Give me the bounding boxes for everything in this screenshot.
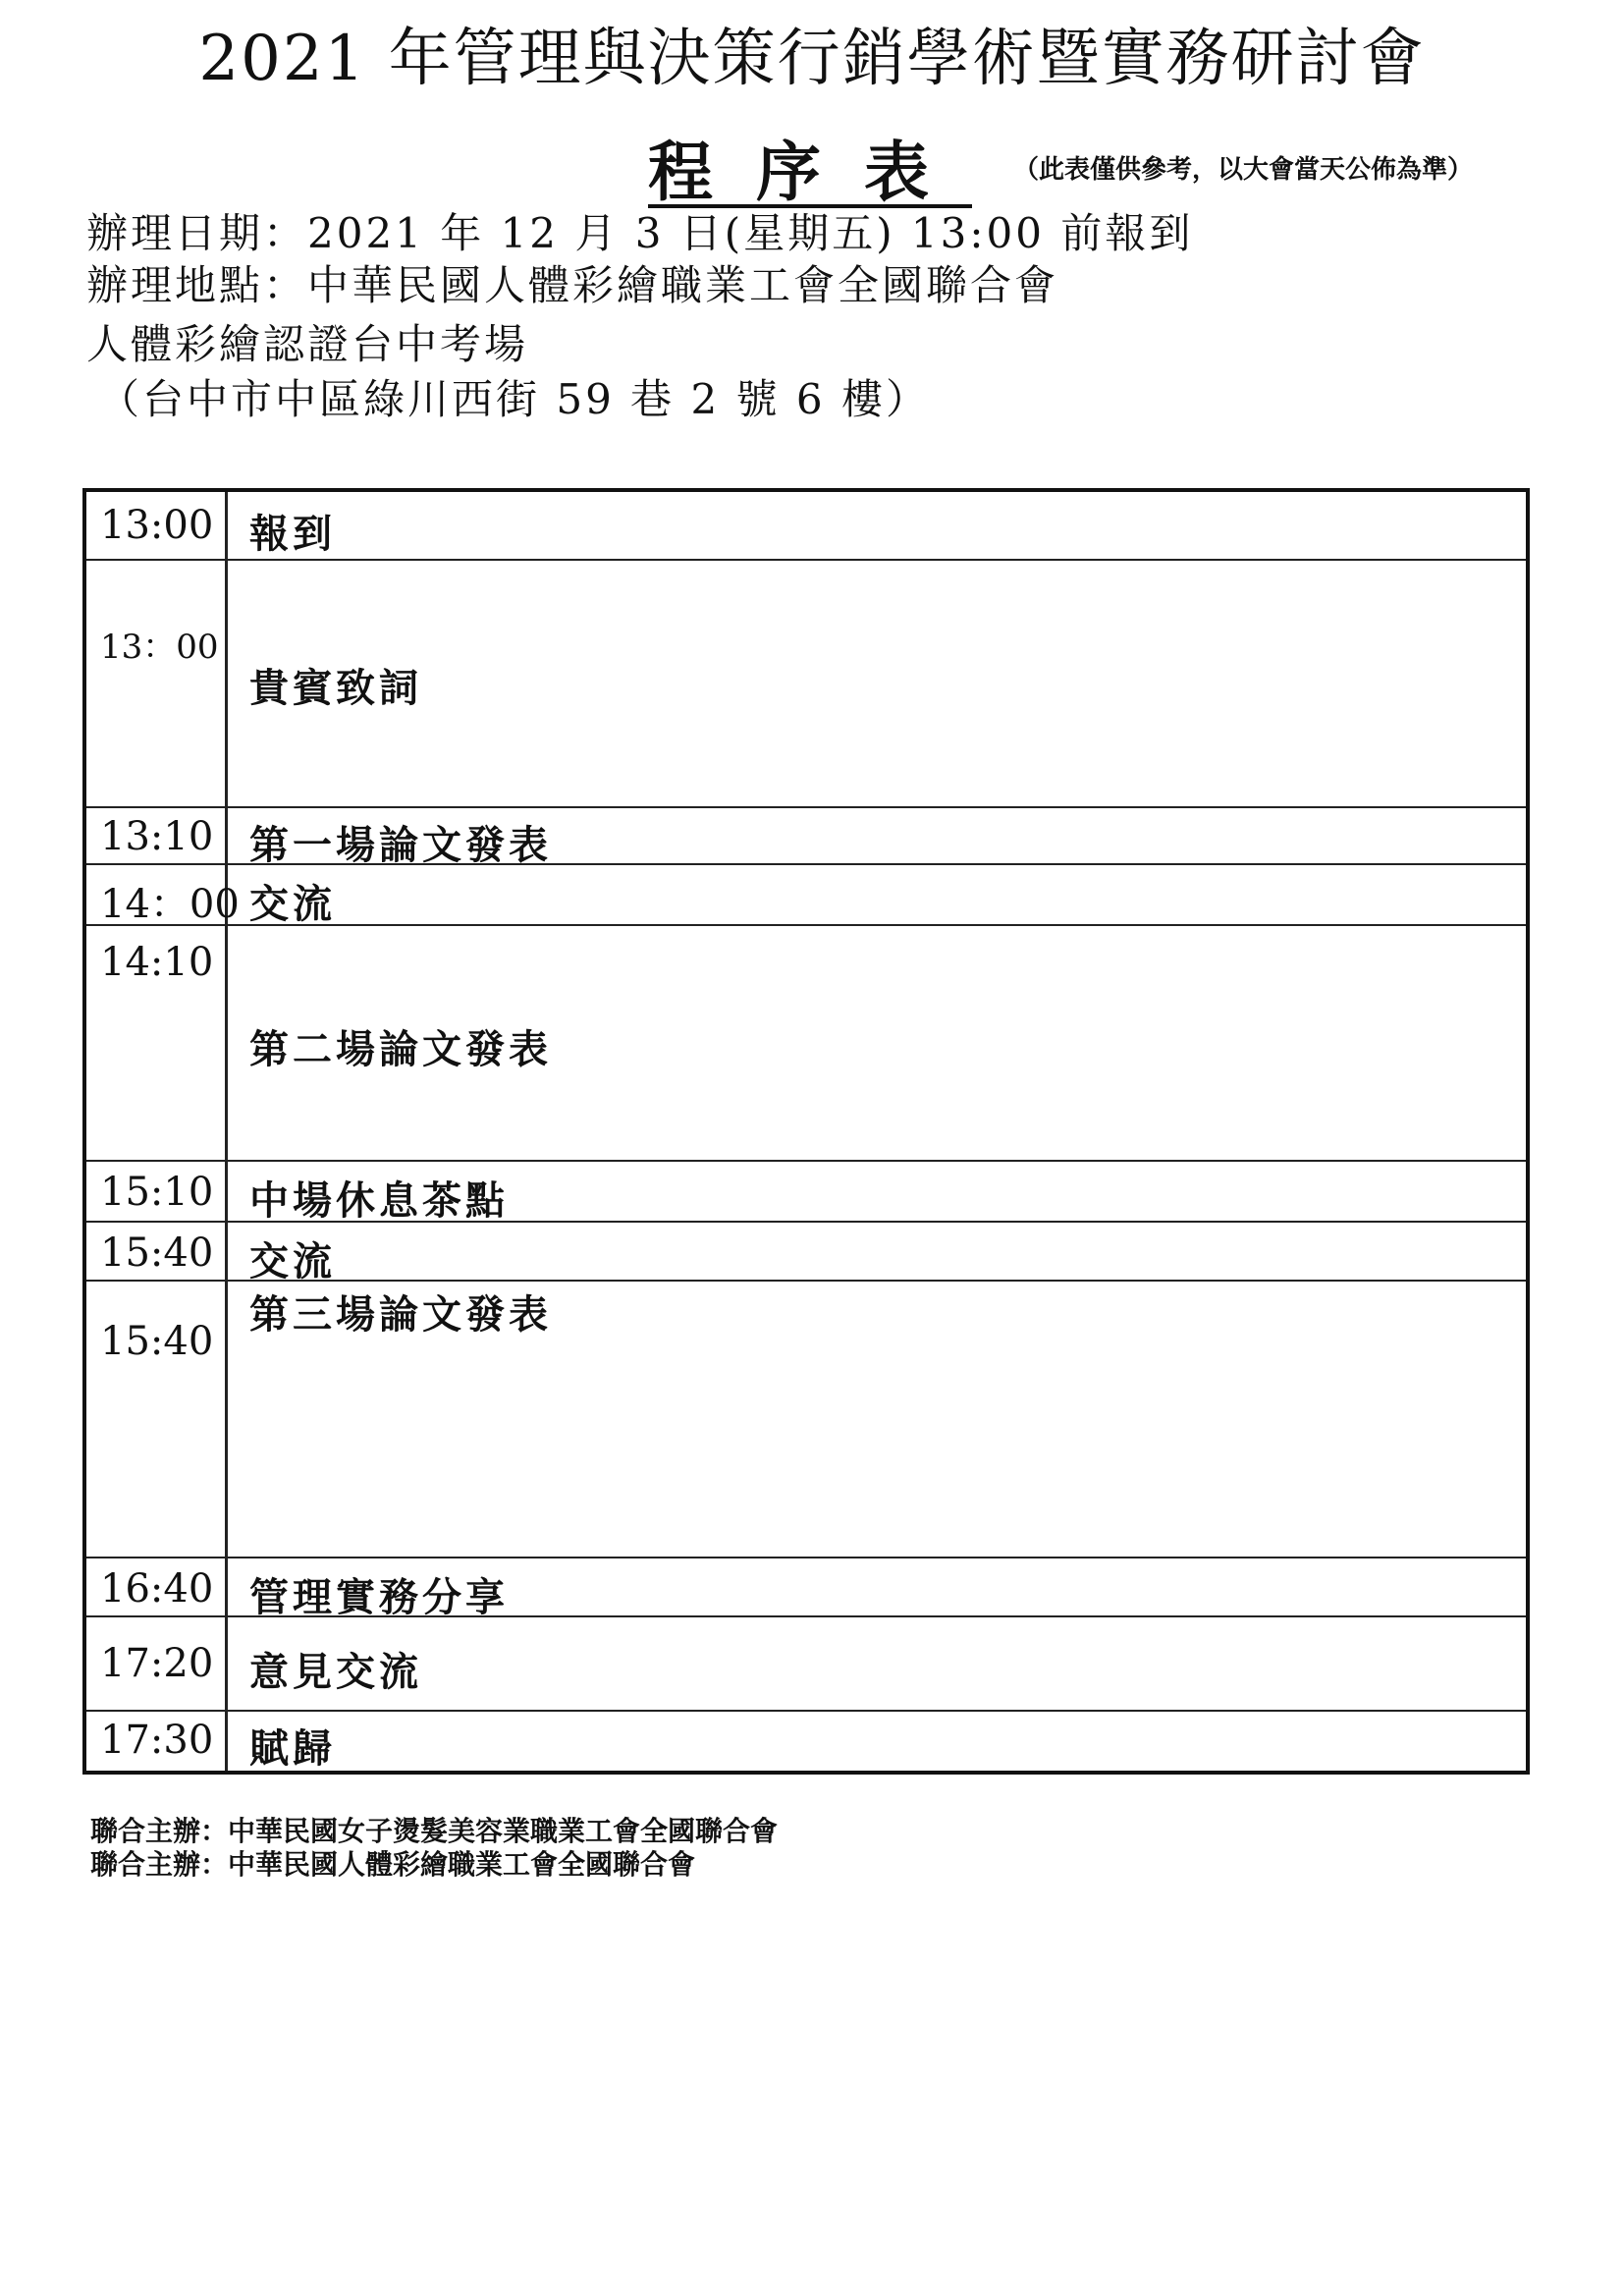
schedule-row [86, 1617, 1526, 1712]
event-value: 第一場論文發表 [249, 822, 552, 868]
time-cell [86, 492, 228, 559]
disclaimer-note: （此表僅供參考，以大會當天公佈為準） [1013, 155, 1474, 185]
event-value: 交流 [249, 881, 336, 927]
event-value: 中場休息茶點 [249, 1177, 509, 1224]
time-value: 13:00 [100, 503, 214, 548]
co-organizer-1: 聯合主辦：中華民國女子燙髮美容業職業工會全國聯合會 [90, 1815, 779, 1847]
event-value: 報到 [249, 511, 336, 557]
schedule-row [86, 865, 1526, 926]
time-cell [86, 926, 228, 1160]
schedule-heading: 程序表 [648, 134, 972, 210]
document-title: 2021 年管理與決策行銷學術暨實務研討會 [198, 23, 1426, 95]
time-cell [86, 1617, 228, 1710]
schedule-row [86, 1712, 1526, 1771]
event-date: 辦理日期：2021 年 12 月 3 日(星期五) 13:00 前報到 [86, 209, 1194, 257]
time-cell [86, 1162, 228, 1221]
schedule-row [86, 808, 1526, 868]
schedule-table [82, 488, 1530, 1775]
time-value: 14:10 [100, 940, 214, 985]
schedule-row [86, 1558, 1526, 1620]
co-organizer-2: 聯合主辦：中華民國人體彩繪職業工會全國聯合會 [90, 1848, 696, 1881]
time-cell [86, 1223, 228, 1280]
time-value: 13:10 [100, 814, 214, 859]
event-value: 交流 [249, 1238, 336, 1285]
schedule-row [86, 492, 1526, 561]
schedule-row [86, 1282, 1526, 1558]
event-value: 第三場論文發表 [249, 1291, 552, 1338]
event-value: 意見交流 [249, 1649, 422, 1695]
event-value: 管理實務分享 [249, 1574, 509, 1620]
time-cell [86, 1558, 228, 1615]
event-venue: 辦理地點：中華民國人體彩繪職業工會全國聯合會 [86, 261, 1059, 309]
time-value: 16:40 [100, 1566, 214, 1612]
time-cell [86, 1712, 228, 1771]
time-cell [86, 561, 228, 806]
time-cell [86, 865, 240, 927]
time-value: 15:10 [100, 1170, 214, 1215]
event-value: 貴賓致詞 [249, 665, 422, 711]
event-address: （台中市中區綠川西街 59 巷 2 號 6 樓） [98, 375, 930, 423]
time-value: 17:20 [100, 1641, 214, 1686]
time-value: 15:40 [100, 1319, 214, 1364]
schedule-row [86, 1223, 1526, 1285]
schedule-row [86, 1162, 1526, 1223]
schedule-row [86, 926, 1526, 1162]
event-value: 第二場論文發表 [249, 1026, 552, 1072]
time-value: 17:30 [100, 1718, 214, 1763]
time-cell [86, 1282, 228, 1557]
event-value: 賦歸 [249, 1725, 336, 1772]
schedule-row [86, 561, 1526, 808]
time-value: 15:40 [100, 1230, 214, 1276]
time-value: 13：00 [100, 628, 219, 667]
time-value: 14：00 [100, 882, 240, 927]
time-cell [86, 808, 228, 863]
event-venue-detail: 人體彩繪認證台中考場 [86, 320, 529, 368]
